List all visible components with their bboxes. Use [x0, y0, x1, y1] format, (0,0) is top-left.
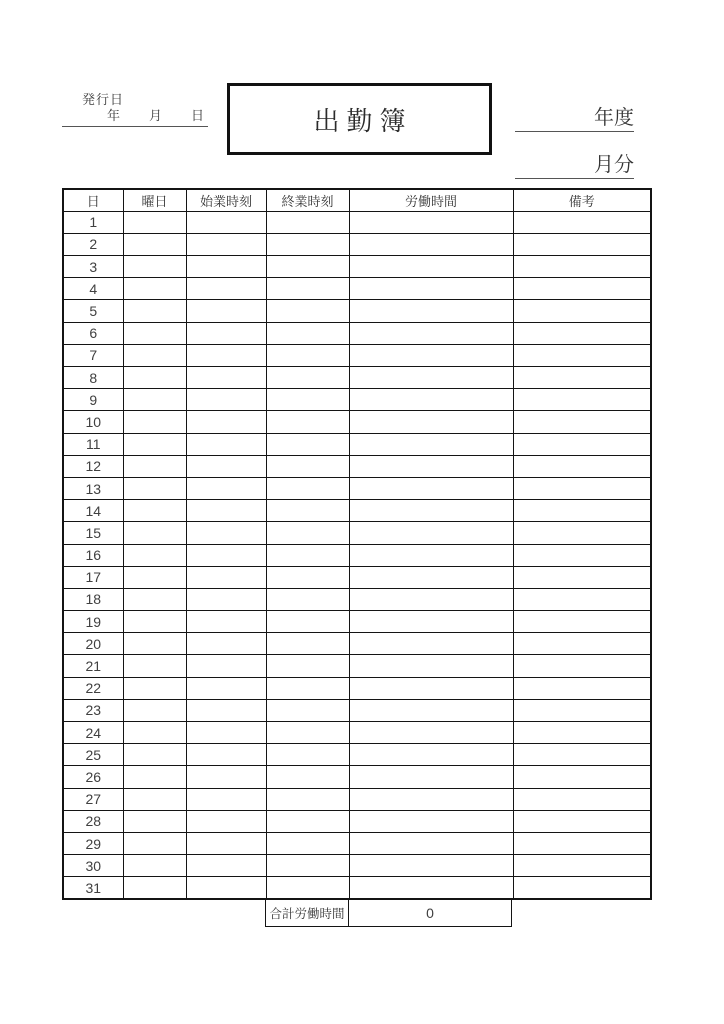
remarks-cell[interactable] [513, 367, 651, 389]
start-time-cell[interactable] [186, 788, 266, 810]
total-working-hours-value: 0 [426, 905, 434, 921]
start-time-cell[interactable] [186, 832, 266, 854]
end-time-cell[interactable] [266, 633, 349, 655]
work-hours-cell[interactable] [349, 411, 513, 433]
work-hours-cell[interactable] [349, 256, 513, 278]
fiscal-year-blank[interactable] [515, 105, 634, 132]
day-cell: 21 [63, 655, 123, 677]
weekday-cell[interactable] [123, 522, 186, 544]
end-time-cell[interactable] [266, 300, 349, 322]
day-row-20 [63, 633, 651, 655]
start-time-cell[interactable] [186, 677, 266, 699]
end-time-cell[interactable] [266, 744, 349, 766]
start-time-cell[interactable] [186, 500, 266, 522]
day-unit-label: 日 [190, 108, 204, 123]
start-time-cell[interactable] [186, 477, 266, 499]
total-working-hours-label: 合計労働時間 [266, 900, 349, 926]
remarks-cell[interactable] [513, 233, 651, 255]
weekday-cell[interactable] [123, 722, 186, 744]
weekday-cell[interactable] [123, 455, 186, 477]
day-row-4 [63, 278, 651, 300]
start-time-cell[interactable] [186, 655, 266, 677]
issue-date-label: 発行日 [82, 92, 125, 107]
column-header-start-time: 始業時刻 [186, 189, 266, 211]
remarks-cell[interactable] [513, 344, 651, 366]
work-hours-cell[interactable] [349, 855, 513, 877]
work-hours-cell[interactable] [349, 522, 513, 544]
weekday-cell[interactable] [123, 256, 186, 278]
day-row-28 [63, 810, 651, 832]
weekday-cell[interactable] [123, 544, 186, 566]
end-time-cell[interactable] [266, 367, 349, 389]
remarks-cell[interactable] [513, 611, 651, 633]
remarks-cell[interactable] [513, 500, 651, 522]
header-row [63, 189, 651, 211]
work-hours-cell[interactable] [349, 810, 513, 832]
remarks-cell[interactable] [513, 211, 651, 233]
end-time-cell[interactable] [266, 655, 349, 677]
start-time-cell[interactable] [186, 411, 266, 433]
remarks-cell[interactable] [513, 699, 651, 721]
remarks-cell[interactable] [513, 544, 651, 566]
total-row [265, 900, 512, 927]
end-time-cell[interactable] [266, 344, 349, 366]
weekday-cell[interactable] [123, 744, 186, 766]
page-title: 出勤簿 [313, 105, 413, 136]
day-row-1 [63, 211, 651, 233]
work-hours-cell[interactable] [349, 877, 513, 899]
day-row-9 [63, 389, 651, 411]
day-row-22 [63, 677, 651, 699]
remarks-cell[interactable] [513, 411, 651, 433]
remarks-cell[interactable] [513, 722, 651, 744]
remarks-cell[interactable] [513, 588, 651, 610]
day-row-29 [63, 832, 651, 854]
day-row-17 [63, 566, 651, 588]
day-row-27 [63, 788, 651, 810]
day-cell: 30 [63, 855, 123, 877]
work-hours-cell[interactable] [349, 300, 513, 322]
weekday-cell[interactable] [123, 588, 186, 610]
day-cell: 10 [63, 411, 123, 433]
start-time-cell[interactable] [186, 633, 266, 655]
weekday-cell[interactable] [123, 233, 186, 255]
remarks-cell[interactable] [513, 877, 651, 899]
remarks-cell[interactable] [513, 655, 651, 677]
start-time-cell[interactable] [186, 389, 266, 411]
start-time-cell[interactable] [186, 810, 266, 832]
year-unit-label: 年 [106, 108, 120, 123]
weekday-cell[interactable] [123, 477, 186, 499]
end-time-cell[interactable] [266, 832, 349, 854]
work-hours-cell[interactable] [349, 455, 513, 477]
day-row-10 [63, 411, 651, 433]
remarks-cell[interactable] [513, 522, 651, 544]
work-hours-cell[interactable] [349, 233, 513, 255]
day-row-8 [63, 367, 651, 389]
end-time-cell[interactable] [266, 699, 349, 721]
issue-date-blank[interactable] [62, 104, 208, 127]
attendance-table [62, 188, 652, 900]
day-row-13 [63, 477, 651, 499]
start-time-cell[interactable] [186, 722, 266, 744]
start-time-cell[interactable] [186, 588, 266, 610]
end-time-cell[interactable] [266, 278, 349, 300]
weekday-cell[interactable] [123, 877, 186, 899]
weekday-cell[interactable] [123, 344, 186, 366]
end-time-cell[interactable] [266, 566, 349, 588]
day-row-24 [63, 722, 651, 744]
day-row-30 [63, 855, 651, 877]
start-time-cell[interactable] [186, 256, 266, 278]
work-hours-cell[interactable] [349, 832, 513, 854]
end-time-cell[interactable] [266, 788, 349, 810]
end-time-cell[interactable] [266, 588, 349, 610]
column-header-end-time: 終業時刻 [266, 189, 349, 211]
weekday-cell[interactable] [123, 278, 186, 300]
end-time-cell[interactable] [266, 256, 349, 278]
weekday-cell[interactable] [123, 855, 186, 877]
day-row-15 [63, 522, 651, 544]
start-time-cell[interactable] [186, 744, 266, 766]
weekday-cell[interactable] [123, 677, 186, 699]
remarks-cell[interactable] [513, 832, 651, 854]
remarks-cell[interactable] [513, 744, 651, 766]
end-time-cell[interactable] [266, 433, 349, 455]
weekday-cell[interactable] [123, 389, 186, 411]
day-cell: 3 [63, 256, 123, 278]
day-cell: 29 [63, 832, 123, 854]
work-hours-cell[interactable] [349, 278, 513, 300]
day-cell: 18 [63, 588, 123, 610]
weekday-cell[interactable] [123, 300, 186, 322]
day-cell: 17 [63, 566, 123, 588]
start-time-cell[interactable] [186, 233, 266, 255]
work-hours-cell[interactable] [349, 744, 513, 766]
day-cell: 4 [63, 278, 123, 300]
start-time-cell[interactable] [186, 544, 266, 566]
weekday-cell[interactable] [123, 832, 186, 854]
table-body [63, 211, 651, 899]
weekday-cell[interactable] [123, 411, 186, 433]
day-cell: 26 [63, 766, 123, 788]
end-time-cell[interactable] [266, 522, 349, 544]
weekday-cell[interactable] [123, 433, 186, 455]
end-time-cell[interactable] [266, 322, 349, 344]
start-time-cell[interactable] [186, 344, 266, 366]
end-time-cell[interactable] [266, 611, 349, 633]
work-hours-cell[interactable] [349, 677, 513, 699]
start-time-cell[interactable] [186, 278, 266, 300]
day-row-16 [63, 544, 651, 566]
start-time-cell[interactable] [186, 322, 266, 344]
work-hours-cell[interactable] [349, 477, 513, 499]
start-time-cell[interactable] [186, 300, 266, 322]
column-header-work-hours: 労働時間 [349, 189, 513, 211]
day-cell: 25 [63, 744, 123, 766]
start-time-cell[interactable] [186, 877, 266, 899]
column-header-remarks: 備考 [513, 189, 651, 211]
work-hours-cell[interactable] [349, 544, 513, 566]
weekday-cell[interactable] [123, 211, 186, 233]
start-time-cell[interactable] [186, 433, 266, 455]
end-time-cell[interactable] [266, 544, 349, 566]
remarks-cell[interactable] [513, 788, 651, 810]
day-cell: 9 [63, 389, 123, 411]
day-cell: 12 [63, 455, 123, 477]
end-time-cell[interactable] [266, 211, 349, 233]
remarks-cell[interactable] [513, 677, 651, 699]
remarks-cell[interactable] [513, 633, 651, 655]
fiscal-year-label: 年度 [594, 107, 634, 129]
weekday-cell[interactable] [123, 655, 186, 677]
end-time-cell[interactable] [266, 877, 349, 899]
day-row-21 [63, 655, 651, 677]
weekday-cell[interactable] [123, 500, 186, 522]
remarks-cell[interactable] [513, 477, 651, 499]
month-unit-label: 月 [148, 108, 162, 123]
remarks-cell[interactable] [513, 322, 651, 344]
day-cell: 20 [63, 633, 123, 655]
remarks-cell[interactable] [513, 455, 651, 477]
end-time-cell[interactable] [266, 455, 349, 477]
day-row-23 [63, 699, 651, 721]
start-time-cell[interactable] [186, 211, 266, 233]
day-cell: 22 [63, 677, 123, 699]
day-cell: 7 [63, 344, 123, 366]
end-time-cell[interactable] [266, 500, 349, 522]
month-blank[interactable] [515, 152, 634, 179]
remarks-cell[interactable] [513, 256, 651, 278]
day-row-11 [63, 433, 651, 455]
day-cell: 27 [63, 788, 123, 810]
end-time-cell[interactable] [266, 810, 349, 832]
day-cell: 16 [63, 544, 123, 566]
end-time-cell[interactable] [266, 677, 349, 699]
day-row-2 [63, 233, 651, 255]
weekday-cell[interactable] [123, 611, 186, 633]
day-row-14 [63, 500, 651, 522]
remarks-cell[interactable] [513, 389, 651, 411]
table-header [63, 189, 651, 211]
day-cell: 14 [63, 500, 123, 522]
start-time-cell[interactable] [186, 699, 266, 721]
start-time-cell[interactable] [186, 766, 266, 788]
day-cell: 19 [63, 611, 123, 633]
end-time-cell[interactable] [266, 389, 349, 411]
remarks-cell[interactable] [513, 300, 651, 322]
column-header-weekday: 曜日 [123, 189, 186, 211]
title-box [227, 83, 492, 155]
weekday-cell[interactable] [123, 788, 186, 810]
day-row-18 [63, 588, 651, 610]
work-hours-cell[interactable] [349, 367, 513, 389]
weekday-cell[interactable] [123, 633, 186, 655]
start-time-cell[interactable] [186, 855, 266, 877]
end-time-cell[interactable] [266, 477, 349, 499]
day-cell: 8 [63, 367, 123, 389]
start-time-cell[interactable] [186, 367, 266, 389]
day-cell: 28 [63, 810, 123, 832]
column-header-day: 日 [63, 189, 123, 211]
start-time-cell[interactable] [186, 566, 266, 588]
day-row-31 [63, 877, 651, 899]
start-time-cell[interactable] [186, 522, 266, 544]
day-row-19 [63, 611, 651, 633]
day-row-12 [63, 455, 651, 477]
weekday-cell[interactable] [123, 699, 186, 721]
work-hours-cell[interactable] [349, 699, 513, 721]
weekday-cell[interactable] [123, 766, 186, 788]
remarks-cell[interactable] [513, 433, 651, 455]
remarks-cell[interactable] [513, 278, 651, 300]
end-time-cell[interactable] [266, 233, 349, 255]
day-row-6 [63, 322, 651, 344]
work-hours-cell[interactable] [349, 389, 513, 411]
end-time-cell[interactable] [266, 766, 349, 788]
work-hours-cell[interactable] [349, 722, 513, 744]
work-hours-cell[interactable] [349, 344, 513, 366]
remarks-cell[interactable] [513, 855, 651, 877]
weekday-cell[interactable] [123, 810, 186, 832]
day-cell: 13 [63, 477, 123, 499]
weekday-cell[interactable] [123, 322, 186, 344]
day-row-25 [63, 744, 651, 766]
day-row-3 [63, 256, 651, 278]
weekday-cell[interactable] [123, 566, 186, 588]
remarks-cell[interactable] [513, 810, 651, 832]
work-hours-cell[interactable] [349, 211, 513, 233]
remarks-cell[interactable] [513, 766, 651, 788]
remarks-cell[interactable] [513, 566, 651, 588]
day-cell: 5 [63, 300, 123, 322]
work-hours-cell[interactable] [349, 500, 513, 522]
day-row-7 [63, 344, 651, 366]
work-hours-cell[interactable] [349, 588, 513, 610]
end-time-cell[interactable] [266, 855, 349, 877]
work-hours-cell[interactable] [349, 433, 513, 455]
day-cell: 23 [63, 699, 123, 721]
day-cell: 15 [63, 522, 123, 544]
work-hours-cell[interactable] [349, 766, 513, 788]
work-hours-cell[interactable] [349, 322, 513, 344]
day-cell: 1 [63, 211, 123, 233]
attendance-table-area [62, 188, 652, 927]
day-cell: 6 [63, 322, 123, 344]
work-hours-cell[interactable] [349, 566, 513, 588]
end-time-cell[interactable] [266, 722, 349, 744]
work-hours-cell[interactable] [349, 633, 513, 655]
weekday-cell[interactable] [123, 367, 186, 389]
start-time-cell[interactable] [186, 455, 266, 477]
day-cell: 31 [63, 877, 123, 899]
start-time-cell[interactable] [186, 611, 266, 633]
end-time-cell[interactable] [266, 411, 349, 433]
month-label: 月分 [594, 154, 634, 176]
work-hours-cell[interactable] [349, 655, 513, 677]
day-cell: 24 [63, 722, 123, 744]
day-row-5 [63, 300, 651, 322]
work-hours-cell[interactable] [349, 788, 513, 810]
day-cell: 11 [63, 433, 123, 455]
day-cell: 2 [63, 233, 123, 255]
work-hours-cell[interactable] [349, 611, 513, 633]
day-row-26 [63, 766, 651, 788]
